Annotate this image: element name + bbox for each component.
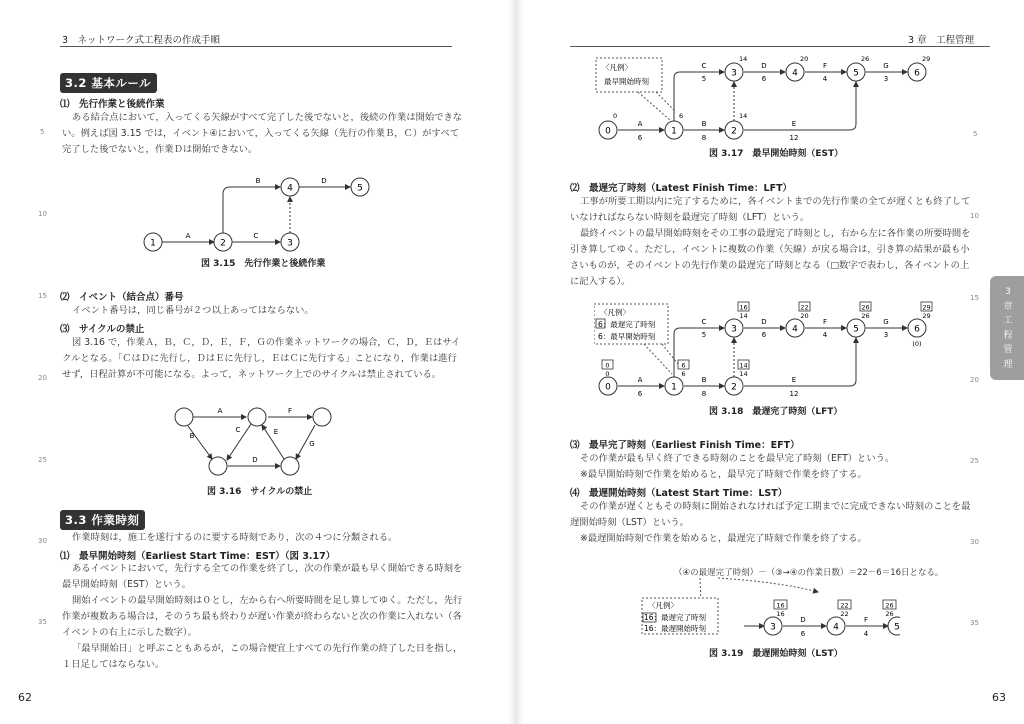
subheading-event-number: ⑵ イベント（結合点）番号 bbox=[60, 292, 184, 303]
running-head-left: 3 ネットワーク式工程表の作成手順 bbox=[62, 35, 221, 46]
figure-3-17-diagram bbox=[594, 54, 944, 146]
node-3-label: 3 bbox=[731, 68, 737, 79]
line-number: 30 bbox=[970, 538, 979, 546]
line-number: 30 bbox=[38, 537, 47, 545]
left-page bbox=[0, 0, 510, 724]
section-heading-3-2: 3.2 基本ルール bbox=[60, 73, 157, 93]
lft-2: 14 bbox=[739, 361, 748, 370]
page-number-right: 63 bbox=[992, 691, 1006, 704]
subheading-lft: ⑵ 最遅完了時刻（Latest Finish Time：LFT） bbox=[570, 183, 793, 194]
node-2-label: 2 bbox=[220, 238, 226, 249]
activity-g-label: G bbox=[883, 62, 889, 70]
activity-a-label: A bbox=[637, 120, 643, 128]
est-3: 14 bbox=[739, 312, 748, 320]
activity-d-duration: 6 bbox=[761, 331, 767, 339]
activity-g-duration: 3 bbox=[883, 331, 889, 339]
activity-e-label: E bbox=[273, 428, 279, 436]
legend-title: 〈凡例〉 bbox=[600, 308, 630, 317]
node-2-label: 2 bbox=[731, 126, 737, 137]
legend-lft: 16：最遅完了時刻 bbox=[644, 613, 707, 622]
activity-b-label: B bbox=[255, 177, 261, 185]
node-2-label: 2 bbox=[731, 382, 737, 393]
est-0: 0 bbox=[605, 370, 610, 378]
node-6-label: 6 bbox=[914, 324, 920, 335]
activity-c-label: C bbox=[253, 232, 259, 240]
legend-title: 〈凡例〉 bbox=[602, 63, 632, 72]
line-number: 20 bbox=[970, 376, 979, 384]
legend-lft: 6：最遅完了時刻 bbox=[598, 320, 656, 329]
figure-3-18-caption: 図 3.18 最遅完了時刻（LFT） bbox=[709, 407, 843, 417]
section-heading-3-3: 3.3 作業時刻 bbox=[60, 510, 145, 530]
legend-lst: 16：最遅開始時刻 bbox=[644, 624, 707, 633]
node-5-label: 5 bbox=[894, 622, 900, 633]
lst-3: 16 bbox=[776, 610, 785, 618]
est-0: 0 bbox=[613, 112, 618, 120]
subheading-predecessor: ⑴ 先行作業と後続作業 bbox=[60, 99, 165, 110]
activity-a-label: A bbox=[637, 376, 643, 384]
figure-3-19-note: （④の最遅完了時刻）－（③→④の作業日数）＝22－6＝16日となる。 bbox=[674, 568, 944, 578]
node-4-label: 4 bbox=[287, 183, 293, 194]
est-4: 20 bbox=[800, 55, 809, 63]
figure-3-15-diagram bbox=[138, 172, 378, 258]
node-5-label: 5 bbox=[853, 324, 859, 335]
float-label: (0) bbox=[912, 340, 922, 348]
running-head-right: 3 章 工程管理 bbox=[908, 35, 975, 46]
line-number: 5 bbox=[40, 128, 45, 136]
line-number: 25 bbox=[38, 456, 47, 464]
activity-c-label: C bbox=[701, 318, 707, 326]
node-6-label: 6 bbox=[914, 68, 920, 79]
activity-f-label: F bbox=[822, 62, 828, 70]
lft-0: 0 bbox=[605, 361, 610, 370]
activity-d-label: D bbox=[252, 456, 258, 464]
line-number: 20 bbox=[38, 374, 47, 382]
node-0-label: 0 bbox=[605, 382, 611, 393]
right-page bbox=[522, 0, 1024, 724]
activity-f-label: F bbox=[287, 407, 293, 415]
figure-3-16-diagram bbox=[172, 402, 342, 484]
subheading-cycle: ⑶ サイクルの禁止 bbox=[60, 324, 145, 335]
figure-3-16-caption: 図 3.16 サイクルの禁止 bbox=[207, 487, 313, 497]
est-6: 29 bbox=[922, 55, 931, 63]
node-0-label: 0 bbox=[605, 126, 611, 137]
node-5-label: 5 bbox=[853, 68, 859, 79]
activity-c-label: C bbox=[701, 62, 707, 70]
activity-f-duration: 4 bbox=[863, 630, 869, 638]
chapter-tab-label: 3 章 工 程 管 理 bbox=[1003, 287, 1013, 370]
activity-e-duration: 12 bbox=[789, 390, 799, 398]
activity-f-label: F bbox=[863, 616, 869, 624]
activity-a-duration: 6 bbox=[637, 134, 643, 142]
lft-4: 22 bbox=[800, 303, 809, 312]
line-number: 25 bbox=[970, 457, 979, 465]
line-number: 35 bbox=[970, 619, 979, 627]
est-2: 14 bbox=[739, 370, 748, 378]
activity-d-duration: 6 bbox=[800, 630, 806, 638]
activity-b-label: B bbox=[701, 376, 707, 384]
activity-f-duration: 4 bbox=[822, 331, 828, 339]
activity-b-label: B bbox=[189, 432, 195, 440]
line-number: 15 bbox=[38, 292, 47, 300]
subheading-eft: ⑶ 最早完了時刻（Earliest Finish Time：EFT） bbox=[570, 440, 800, 451]
paragraph-cycle: 図 3.16 で，作業Ａ，Ｂ，Ｃ，Ｄ，Ｅ，Ｆ，Ｇの作業ネットワークの場合，Ｃ，Ｄ，Ｅはサイ クルとなる。「ＣはＤに先行し，ＤはＥに先行し，ＥはＣに先行する」ことになり，作業は進行 せず，日程計算が不可能になる。よって，ネットワーク上でのサイクルは禁止されている。 bbox=[62, 337, 461, 380]
node-4-label: 4 bbox=[792, 324, 798, 335]
activity-a-duration: 6 bbox=[637, 390, 643, 398]
line-number: 10 bbox=[970, 212, 979, 220]
activity-e-label: E bbox=[791, 120, 797, 128]
lft-3: 16 bbox=[739, 303, 748, 312]
node-3-label: 3 bbox=[287, 238, 293, 249]
lft-5: 26 bbox=[861, 303, 870, 312]
figure-3-19-diagram bbox=[640, 576, 900, 644]
node-4-label: 4 bbox=[833, 622, 839, 633]
activity-c-label: C bbox=[235, 426, 241, 434]
paragraph-event-number: イベント番号は，同じ番号が２つ以上あってはならない。 bbox=[72, 305, 314, 316]
paragraph-est: あるイベントにおいて，先行する全ての作業を終了し，次の作業が最も早く開始できる時刻を 最早開始時刻（EST）という。 開始イベントの最早開始時刻は０とし，左から右へ所要時間を足し算してゆく。ただし，先行 作業が複数ある場合は，そのうち最も終わりが遅い作業が終わらないと次の作業に入れない（各 イベントの右上に示した数字）。 「最早開始日」と呼ぶこともあるが，この場合便宜上すべての先行作業の終了した日を指し， １日足してはならない。 bbox=[62, 563, 463, 670]
paragraph-lft: 工事が所要工期以内に完了するために，各イベントまでの先行作業の全てが遅くとも終了して いなければならない時刻を最遅完了時刻（LFT）という。 最終イベントの最早開始時刻をその工事の最遅完了時刻とし，右から左に各作業の所要時間を 引き算してゆく。ただし，イベントに複数の作業（矢線）が戻る場合は，引き算の結果が最も小 さいものが，そのイベントの先行作業の最遅完了時刻となる（□数字で表わし，各イベントの上 に記入する）。 bbox=[570, 196, 971, 287]
activity-c-duration: 5 bbox=[701, 331, 707, 339]
node-1-label: 1 bbox=[150, 238, 156, 249]
subheading-est: ⑴ 最早開始時刻（Earliest Start Time：EST）（図 3.17） bbox=[60, 551, 336, 562]
activity-a-label: A bbox=[217, 407, 223, 415]
line-number: 10 bbox=[38, 210, 47, 218]
figure-3-18-diagram bbox=[594, 298, 944, 402]
figure-3-15-caption: 図 3.15 先行作業と後続作業 bbox=[201, 259, 326, 269]
lst-4: 22 bbox=[840, 610, 849, 618]
activity-d-label: D bbox=[321, 177, 327, 185]
line-number: 35 bbox=[38, 618, 47, 626]
lft-1: 6 bbox=[681, 361, 686, 370]
node-3-label: 3 bbox=[731, 324, 737, 335]
activity-d-duration: 6 bbox=[761, 75, 767, 83]
activity-g-label: G bbox=[883, 318, 889, 326]
node-3-label: 3 bbox=[770, 622, 776, 633]
line-number: 5 bbox=[973, 130, 978, 138]
est-2: 14 bbox=[739, 112, 748, 120]
subheading-lst: ⑷ 最遅開始時刻（Latest Start Time：LST） bbox=[570, 488, 788, 499]
page-number-left: 62 bbox=[18, 691, 32, 704]
paragraph-work-time-intro: 作業時刻は，施工を遂行するのに要する時刻であり，次の４つに分類される。 bbox=[72, 532, 398, 543]
activity-b-duration: 8 bbox=[701, 390, 707, 398]
header-rule-left bbox=[60, 46, 452, 47]
legend-est: 最早開始時刻 bbox=[604, 77, 649, 86]
activity-f-label: F bbox=[822, 318, 828, 326]
paragraph-predecessor: ある結合点において，入ってくる矢線がすべて完了した後でないと，後続の作業は開始できな い。例えば図 3.15 では，イベント④において，入ってくる矢線（先行の作業Ｂ，Ｃ）がすべて 完了した後でないと，作業Ｄは開始できない。 bbox=[62, 112, 463, 155]
activity-c-duration: 5 bbox=[701, 75, 707, 83]
activity-e-label: E bbox=[791, 376, 797, 384]
node-4-label: 4 bbox=[792, 68, 798, 79]
node-1-label: 1 bbox=[671, 382, 677, 393]
lft-6: 29 bbox=[922, 303, 931, 312]
activity-f-duration: 4 bbox=[822, 75, 828, 83]
activity-d-label: D bbox=[761, 62, 767, 70]
paragraph-lst: その作業が遅くともその時刻に開始されなければ予定工期までに完成できない時刻のことを最 遅開始時刻（LST）という。 ※最遅開始時刻で作業を始めると，最遅完了時刻で作業を終了する。 bbox=[570, 501, 971, 544]
est-3: 14 bbox=[739, 55, 748, 63]
est-1: 6 bbox=[681, 370, 686, 378]
lst-5: 26 bbox=[885, 610, 894, 618]
activity-d-label: D bbox=[800, 616, 806, 624]
figure-3-19-caption: 図 3.19 最遅開始時刻（LST） bbox=[709, 649, 843, 659]
activity-a-label: A bbox=[185, 232, 191, 240]
header-rule-right bbox=[570, 46, 990, 47]
est-5: 26 bbox=[861, 312, 870, 320]
est-1: 6 bbox=[679, 112, 684, 120]
lft-4: 22 bbox=[840, 601, 849, 610]
figure-3-17-caption: 図 3.17 最早開始時刻（EST） bbox=[709, 149, 844, 159]
node-1-label: 1 bbox=[671, 126, 677, 137]
activity-b-duration: 8 bbox=[701, 134, 707, 142]
node-5-label: 5 bbox=[357, 183, 363, 194]
activity-e-duration: 12 bbox=[789, 134, 799, 142]
lft-3: 16 bbox=[776, 601, 785, 610]
activity-b-label: B bbox=[701, 120, 707, 128]
paragraph-eft: その作業が最も早く終了できる時刻のことを最早完了時刻（EFT）という。 ※最早開始時刻で作業を始めると，最早完了時刻で作業を終了する。 bbox=[580, 453, 895, 480]
lft-5: 26 bbox=[885, 601, 894, 610]
activity-g-duration: 3 bbox=[883, 75, 889, 83]
legend-title: 〈凡例〉 bbox=[648, 601, 678, 610]
activity-g-label: G bbox=[309, 440, 315, 448]
est-6: 29 bbox=[922, 312, 931, 320]
line-number: 15 bbox=[970, 294, 979, 302]
legend-est: 6：最早開始時刻 bbox=[598, 332, 656, 341]
est-5: 26 bbox=[861, 55, 870, 63]
est-4: 20 bbox=[800, 312, 809, 320]
activity-d-label: D bbox=[761, 318, 767, 326]
